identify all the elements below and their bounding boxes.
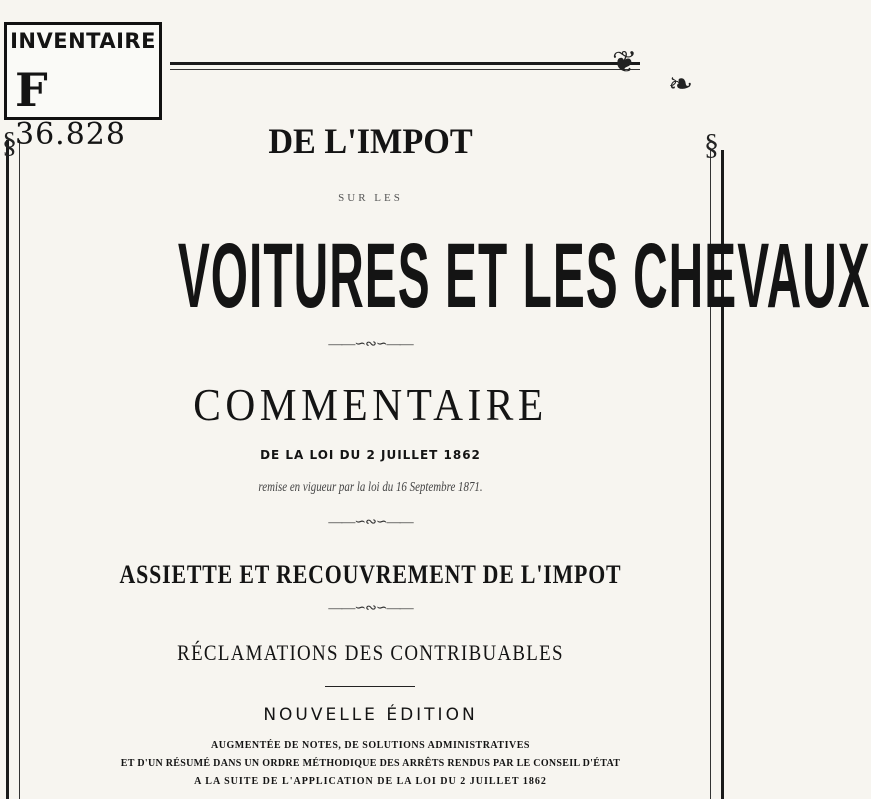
edition-subtitle-2: ET D'UN RÉSUMÉ DANS UN ORDRE MÉTHODIQUE DES ARRÊTS RENDUS PAR LE CONSEIL D'ÉTAT — [120, 758, 621, 769]
divider-ornament-3: ——∽∾∽—— — [328, 601, 413, 616]
frame-left-rule — [6, 140, 20, 799]
scroll-ornament-left-icon: § — [2, 126, 17, 159]
scroll-ornament-corner-icon: ❧ — [668, 68, 694, 101]
commentaire-heading: COMMENTAIRE — [193, 379, 548, 430]
inventory-stamp — [4, 22, 162, 152]
edition-subtitle-1: AUGMENTÉE DE NOTES, DE SOLUTIONS ADMINISTRATIVES — [211, 740, 530, 751]
assiette-heading: ASSIETTE ET RECOUVREMENT DE L'IMPOT — [119, 560, 622, 589]
short-rule — [325, 686, 415, 687]
title-sur-les: SUR LES — [338, 192, 403, 204]
scroll-ornament-right-icon: § — [704, 128, 719, 161]
edition-subtitle-3: A LA SUITE DE L'APPLICATION DE LA LOI DU 2 JUILLET 1862 — [194, 776, 547, 787]
title-de-l-impot: DE L'IMPOT — [268, 121, 473, 161]
stamp-label: INVENTAIRE — [10, 29, 156, 53]
frame-top-rule-thin — [170, 69, 640, 70]
law-date: DE LA LOI DU 2 JUILLET 1862 — [260, 448, 481, 462]
stamp-letter: F — [15, 63, 49, 117]
divider-ornament-2: ——∽∾∽—— — [328, 515, 413, 530]
frame-top-rule — [170, 62, 640, 65]
law-reinstatement: remise en vigueur par la loi du 16 Septembre 1871. — [258, 480, 483, 495]
divider-ornament-1: ——∽∾∽—— — [328, 337, 413, 352]
edition-label: NOUVELLE ÉDITION — [263, 705, 478, 725]
scroll-ornament-top-right-icon: ❦ — [612, 46, 638, 79]
stamp-digits: 36.828 — [15, 117, 126, 152]
reclamations-heading: RÉCLAMATIONS DES CONTRIBUABLES — [177, 640, 564, 665]
main-title: VOITURES ET LES CHEVAUX — [177, 225, 871, 327]
